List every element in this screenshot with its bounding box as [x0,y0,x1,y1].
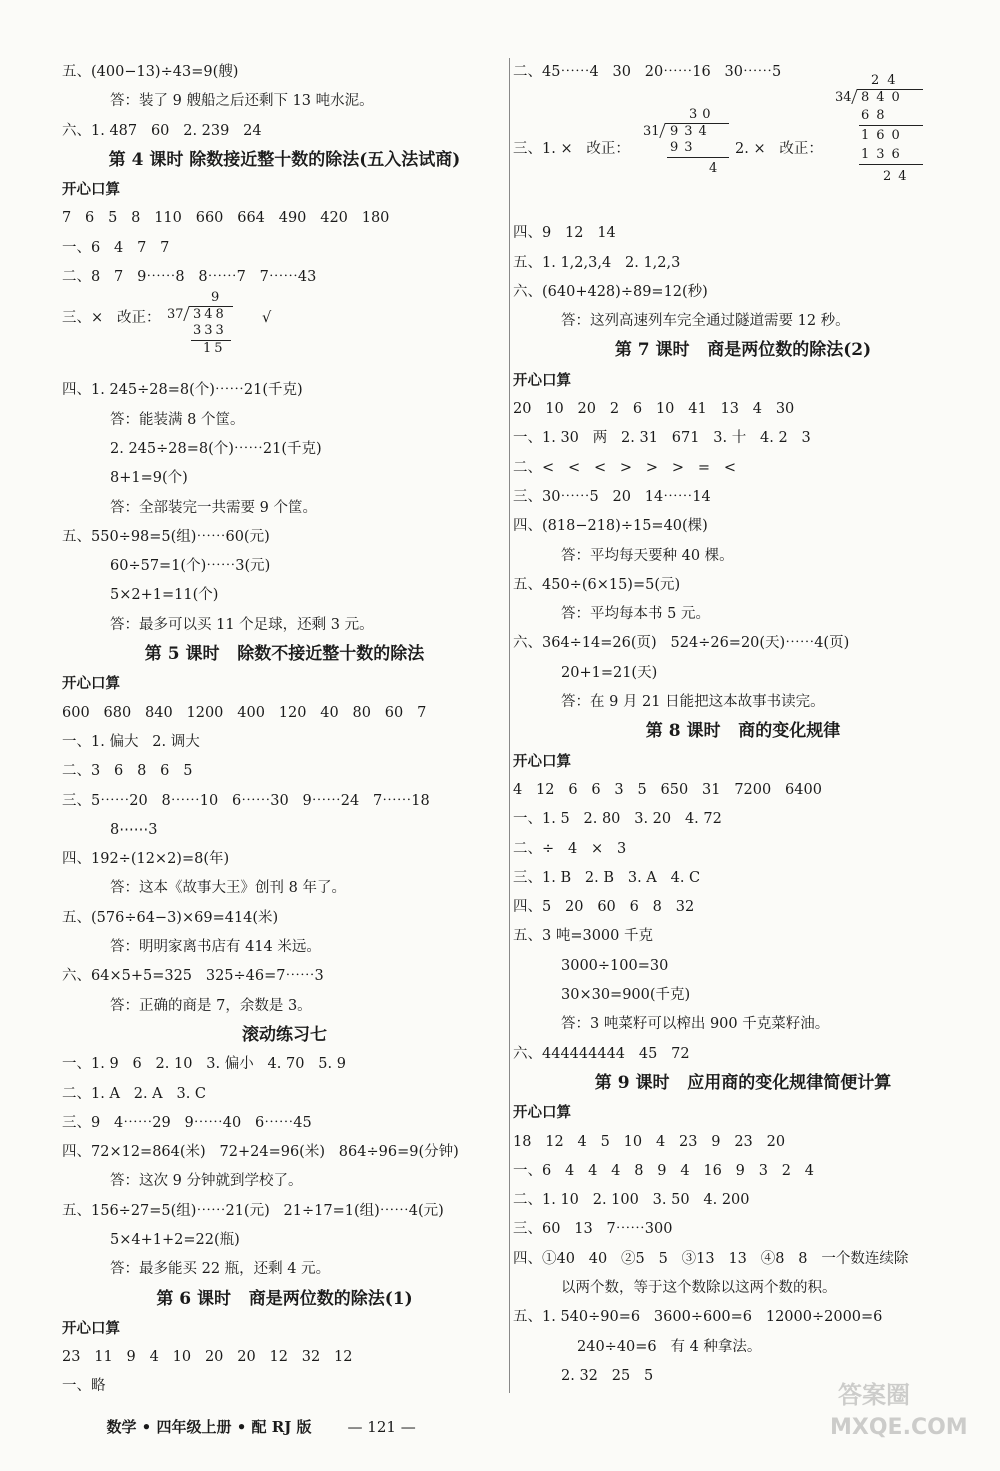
answer-line: 答：装了 9 艘船之后还剩下 13 吨水泥。 [110,93,374,110]
lesson-heading-4: 第 4 课时 除数接近整十数的除法(五入法试商) [108,149,461,170]
ld-divisor: 31 [643,124,660,140]
answer-line: 三、30⋯⋯5 20 14⋯⋯14 [513,488,711,505]
answer-line: 20 10 20 2 6 10 41 13 4 30 [513,401,795,418]
answer-line: 3000÷100=30 [561,957,669,974]
answer-line: 五、1. 1,2,3,4 2. 1,2,3 [513,254,681,271]
lesson-heading-6: 第 6 课时 商是两位数的除法(1) [156,1288,413,1309]
answer-line: 7 6 5 8 110 660 664 490 420 180 [62,210,390,227]
answer-line: 五、(400−13)÷43=9(艘) [62,64,239,80]
answer-line: 二、8 7 9⋯⋯8 8⋯⋯7 7⋯⋯43 [62,269,317,286]
answer-line: 六、64×5+5=325 325÷46=7⋯⋯3 [62,968,324,985]
ld-divisor: 37 [167,307,184,323]
watermark-text: 答案圈 [838,1381,910,1409]
ld-dividend: 348 [193,307,227,323]
long-division-2 [643,107,743,187]
ld-bracket [659,123,665,138]
answer-line: 18 12 4 5 10 4 23 9 23 20 [513,1133,786,1150]
answer-line: 六、(640+428)÷89=12(秒) [513,283,708,300]
answer-line: 答：3 吨菜籽可以榨出 900 千克菜籽油。 [561,1016,830,1033]
ld-quotient: 9 [211,290,220,306]
watermark-logo [830,1367,980,1457]
answer-line: 30×30=900(千克) [561,987,691,1004]
answer-line: 五、550÷98=5(组)⋯⋯60(元) [62,528,270,545]
lesson-heading-8: 第 8 课时 商的变化规律 [645,721,841,742]
answer-line: 五、(576÷64−3)×69=414(米) [62,909,279,926]
ld-dividend: 840 [861,90,907,106]
answer-line: 答：平均每本书 5 元。 [561,606,710,623]
watermark-url: MXQE.COM [830,1415,968,1440]
answer-line: 五、3 吨=3000 千克 [513,928,653,945]
correction-label: 2. × 改正： [735,141,823,158]
answer-line: 一、1. 5 2. 80 3. 20 4. 72 [513,811,722,828]
answer-line: 240÷40=6 有 4 种拿法。 [577,1338,762,1355]
lesson-heading-5: 第 5 课时 除数不接近整十数的除法 [144,644,425,665]
answer-line: 五、450÷(6×15)=5(元) [513,576,681,593]
answer-line: 以两个数，等于这个数除以这两个数的积。 [561,1279,837,1296]
answer-line: 答：全部装完一共需要 9 个筐。 [110,499,317,516]
correction-label: 三、1. × 改正： [513,141,630,158]
ld-subtract: 93 [670,140,699,156]
answer-line: 三、60 13 7⋯⋯300 [513,1221,673,1238]
answer-line: 四、192÷(12×2)=8(年) [62,851,230,868]
answer-line: 二、1. 10 2. 100 3. 50 4. 200 [513,1192,750,1209]
lesson-heading-7: 第 7 课时 商是两位数的除法(2) [614,340,872,361]
answer-line: 一、6 4 4 4 8 9 4 16 9 3 2 4 [513,1162,815,1179]
answer-line: 答：能装满 8 个筐。 [110,411,245,428]
answer-line: 六、1. 487 60 2. 239 24 [62,122,262,139]
ld-dividend: 934 [670,124,713,140]
answer-line: 六、444444444 45 72 [513,1045,690,1062]
page-number: — 121 — [347,1418,416,1436]
answer-line: 答：最多能买 22 瓶，还剩 4 元。 [110,1261,331,1278]
answer-line: 答：这本《故事大王》创刊 8 年了。 [110,880,346,897]
answer-line: 8+1=9(个) [110,470,188,487]
answer-line: 答：这列高速列车完全通过隧道需要 12 秒。 [561,313,850,330]
answer-line: 五、156÷27=5(组)⋯⋯21(元) 21÷17=1(组)⋯⋯4(元) [62,1202,444,1219]
page-footer [96,1398,576,1437]
ld-bracket [183,306,189,321]
answer-line: 20+1=21(天) [561,664,658,681]
answer-line: 二、1. A 2. A 3. C [62,1085,207,1102]
answer-line: 四、(818−218)÷15=40(棵) [513,518,708,535]
correction-label: 三、× 改正： [62,310,161,327]
answer-line: 5×2+1=11(个) [110,587,219,604]
long-division-3 [835,73,935,209]
mental-math-label: 开心口算 [62,181,120,199]
mental-math-label: 开心口算 [513,752,571,770]
ld-remainder: 24 [883,169,914,185]
answer-line: 一、6 4 7 7 [62,239,170,256]
ld-subtract: 68 [861,108,892,124]
answer-line: 一、1. 偏大 2. 调大 [62,733,200,750]
ld-middle: 160 [861,128,907,144]
answer-line: 5×4+1+2=22(瓶) [110,1231,240,1248]
ld-remainder: 4 [709,161,718,177]
mental-math-label: 开心口算 [513,1104,571,1122]
ld-divisor: 34 [835,90,852,106]
ld-bracket [851,89,857,104]
answer-line: 答：最多可以买 11 个足球，还剩 3 元。 [110,616,374,633]
answer-line: 23 11 9 4 10 20 20 12 32 12 [62,1349,353,1366]
correction-row [62,292,507,376]
left-column [62,58,507,1402]
answer-line: 三、9 4⋯⋯29 9⋯⋯40 6⋯⋯45 [62,1114,312,1131]
right-column [513,58,973,1391]
answer-line: 2. 245÷28=8(个)⋯⋯21(千克) [110,440,322,457]
answer-line: 答：明明家离书店有 414 米远。 [110,939,321,956]
ld-remainder: 15 [203,341,226,357]
ld-bar [859,164,923,165]
answer-line: 一、1. 9 6 2. 10 3. 偏小 4. 70 5. 9 [62,1056,346,1073]
check-mark: √ [262,310,272,327]
answer-line: 答：平均每天要种 40 棵。 [561,547,734,564]
answer-line: 60÷57=1(个)⋯⋯3(元) [110,558,271,575]
answer-line: 一、1. 30 两 2. 31 671 3. 十 4. 2 3 [513,430,811,447]
answer-line: 四、9 12 14 [513,225,616,242]
answer-line: 2. 32 25 5 [561,1367,654,1384]
mental-math-label: 开心口算 [62,675,120,693]
answer-line: 六、364÷14=26(页) 524÷26=20(天)⋯⋯4(页) [513,635,850,652]
book-title: 数学 • 四年级上册 • 配 RJ 版 [106,1418,312,1436]
ld-bar [859,125,923,126]
ld-subtract: 333 [193,323,227,339]
answer-line: 四、72×12=864(米) 72+24=96(米) 864÷96=9(分钟) [62,1144,459,1161]
answer-line: 三、5⋯⋯20 8⋯⋯10 6⋯⋯30 9⋯⋯24 7⋯⋯18 [62,792,430,809]
answer-line: 二、45⋯⋯4 30 20⋯⋯16 30⋯⋯5 [513,64,782,80]
mental-math-label: 开心口算 [62,1319,120,1337]
answer-line: 四、1. 245÷28=8(个)⋯⋯21(千克) [62,382,303,399]
review-heading: 滚动练习七 [242,1024,327,1045]
ld-bar [667,157,729,158]
ld-subtract: 136 [861,147,907,163]
answer-line: 8⋯⋯3 [110,821,158,838]
correction-row [513,73,973,209]
answer-line: 答：在 9 月 21 日能把这本故事书读完。 [561,694,825,711]
ld-quotient: 30 [689,107,716,123]
answer-line: 二、3 6 8 6 5 [62,763,193,780]
answer-line: 三、1. B 2. B 3. A 4. C [513,869,701,886]
answer-line: 五、1. 540÷90=6 3600÷600=6 12000÷2000=6 [513,1309,883,1326]
answer-line: 二、< < < > > > = < [513,459,736,476]
ld-quotient: 24 [871,73,904,89]
answer-line: 答：这次 9 分钟就到学校了。 [110,1173,303,1190]
long-division-1 [167,290,247,374]
answer-line: 答：正确的商是 7，余数是 3。 [110,997,312,1014]
answer-line: 600 680 840 1200 400 120 40 80 60 7 [62,704,427,721]
answer-line: 二、÷ 4 × 3 [513,840,627,857]
column-divider [509,58,510,1393]
mental-math-label: 开心口算 [513,371,571,389]
answer-line: 一、略 [62,1378,106,1395]
answer-line: 四、5 20 60 6 8 32 [513,899,695,916]
answer-line: 四、①40 40 ②5 5 ③13 13 ④8 8 一个数连续除 [513,1250,909,1267]
answer-line: 4 12 6 6 3 5 650 31 7200 6400 [513,781,822,798]
lesson-heading-9: 第 9 课时 应用商的变化规律简便计算 [594,1072,892,1093]
